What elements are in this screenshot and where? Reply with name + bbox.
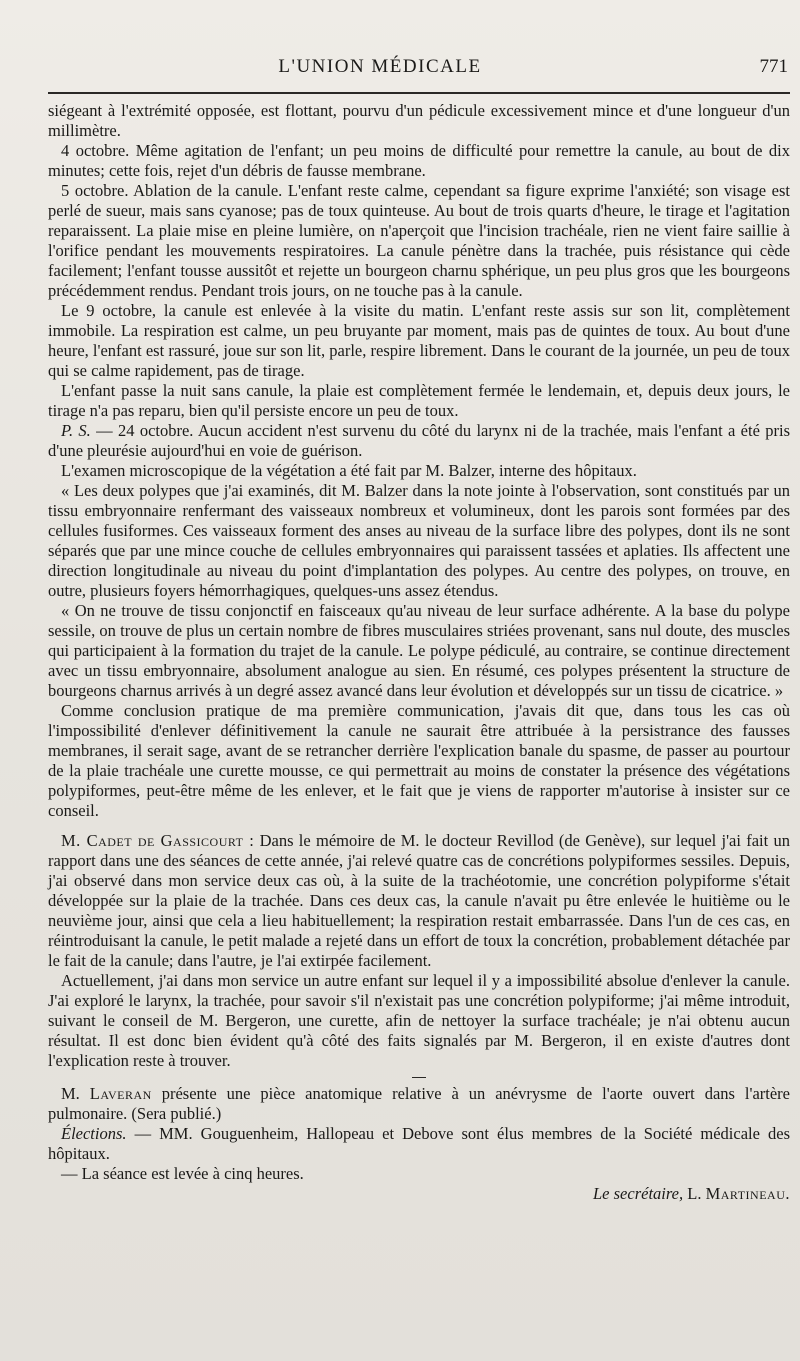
paragraph: 4 octobre. Même agitation de l'enfant; un peu moins de difficulté pour remettre la canule, au bout de dix minutes; cette fois, rejet d'un débris de fausse membrane. (48, 141, 790, 180)
paragraph: Le 9 octobre, la canule est enlevée à la visite du matin. L'enfant reste assis sur son lit, complètement immobile. La respiration est calme, un peu bruyante par moment, mais pas de quintes de toux. Au bout d'une heure, l'enfant est rassuré, joue sur son lit, parle, respire librement. Dans le courant de la journée, un peu de toux qui se calme rapidement, pas de tirage. (48, 301, 790, 380)
speaker-name: M. Cadet de Gassicourt : (61, 831, 255, 850)
page-number: 771 (759, 56, 788, 77)
paragraph (48, 831, 790, 971)
paragraph (48, 1124, 790, 1164)
paragraph: 5 octobre. Ablation de la canule. L'enfant reste calme, cependant sa figure exprime l'anxiété; son visage est perlé de sueur, mais sans cyanose; pas de toux quinteuse. Au bout de trois quarts d'heure, le tirage et l'agitation reparaissent. La plaie mise en pleine lumière, on n'aperçoit que l'incision trachéale, rien ne vient faire saillie à l'orifice pendant les mouvements respiratoires. La canule pénètre dans la trachée, puis résistance qui cède facilement; l'enfant tousse aussitôt et rejette un bourgeon charnu sphérique, un peu plus gros que les bourgeons précédemment rendus. Pendant trois jours, on ne touche pas à la canule. (48, 181, 790, 300)
signature (48, 1184, 790, 1204)
signature-role: Le secrétaire, (593, 1184, 684, 1203)
elections-text: — MM. Gouguenheim, Hallopeau et Debove sont élus membres de la Société médicale des hôpitaux. (48, 1124, 790, 1163)
text-body (48, 101, 790, 1204)
paragraph: Comme conclusion pratique de ma première communication, j'avais dit que, dans tous les cas où l'impossibilité d'enlever définitivement la canule ne saurait être attribuée à la persistrance des fausses membranes, il serait sage, avant de se retrancher derrière l'explication banale du spasme, de passer au pourtour de la plaie trachéale une curette mousse, ce qui permettrait au moins de constater la présence des végétations polypiformes, peut-être même de les enlever, et le fait que je viens de rapporter m'autorise à insister sur ce conseil. (48, 701, 790, 820)
header-rule (48, 92, 790, 94)
speaker-name: Laveran (89, 1084, 152, 1103)
running-title: L'UNION MÉDICALE (278, 56, 482, 77)
spacer (48, 821, 790, 831)
signature-initial: L. (683, 1184, 706, 1203)
speaker-text: Dans le mémoire de M. le docteur Revillod (de Genève), sur lequel j'ai fait un rapport dans une des séances de cette année, j'ai relevé quatre cas de concrétions polypiformes sessiles. Depuis, j'ai observé dans mon service deux cas où, à la suite de la trachéotomie, une concrétion polypiforme s'était développée sur la plaie de la trachée. Dans ces deux cas, la canule n'avait pu être enlevée le huitième ou le neuvième jour, ainsi que cela a lieu habituellement; la respiration restait embarrassée. Dans l'un de ces cas, en réintroduisant la canule, le petit malade a rejeté dans un effort de toux la concrétion, probablement détachée par le fait de la canule; dans l'autre, je l'ai extirpée facilement. (48, 831, 790, 970)
paragraph: L'enfant passe la nuit sans canule, la plaie est complètement fermée le lendemain, et, depuis deux jours, le tirage n'a pas reparu, bien qu'il persiste encore un peu de toux. (48, 381, 790, 420)
paragraph: Actuellement, j'ai dans mon service un autre enfant sur lequel il y a impossibilité absolue d'enlever la canule. J'ai exploré le larynx, la trachée, pour savoir s'il n'existait pas une concrétion polypiforme; j'ai même introduit, suivant le conseil de M. Bergeron, une curette, afin de nettoyer la surface trachéale; je n'ai obtenu aucun résultat. Il est donc bien évident qu'à côté des faits signalés par M. Bergeron, il en existe d'autres dont l'explication reste à trouver. (48, 971, 790, 1070)
paragraph: « On ne trouve de tissu conjonctif en faisceaux qu'au niveau de leur surface adhérente. A la base du polype sessile, on trouve de plus un certain nombre de fibres musculaires striées provenant, sans nul doute, des muscles qui participaient à la formation du trajet de la canule. Le polype pédiculé, au contraire, se continue directement avec un tissu embryonnaire, absolument analogue au sien. En résumé, ces polypes présentent la structure de bourgeons charnus arrivés à un degré assez avancé dans leur évolution et développés sur un tissu de cicatrice. » (48, 601, 790, 700)
paragraph (48, 421, 790, 461)
speaker-prefix: M. (61, 1084, 90, 1103)
section-separator (412, 1077, 426, 1078)
paragraph: L'examen microscopique de la végétation a été fait par M. Balzer, interne des hôpitaux. (61, 461, 637, 480)
speaker-text: présente une pièce anatomique relative à un anévrysme de l'aorte ouvert dans l'artère pulmonaire. (Sera publié.) (48, 1084, 790, 1123)
paragraph: « Les deux polypes que j'ai examinés, dit M. Balzer dans la note jointe à l'observation, sont constitués par un tissu embryonnaire renfermant des vaisseaux nombreux et volumineux, dont les parois sont formées par des cellules fusiformes. Ces vaisseaux forment des anses au niveau de la surface libre des polypes, dont ils ne sont séparés que par une mince couche de cellules embryonnaires qui paraissent tassées et aplaties. Ils affectent une direction longitudinale au niveau du point d'implantation des polypes. Au centre des polypes, on trouve, en outre, plusieurs foyers hémorrhagiques, quelques-uns assez étendus. (48, 481, 790, 600)
elections-label: Élections. (61, 1124, 127, 1143)
paragraph: siégeant à l'extrémité opposée, est flottant, pourvu d'un pédicule excessivement mince et d'une longueur d'un millimètre. (48, 101, 790, 140)
ps-text: — 24 octobre. Aucun accident n'est survenu du côté du larynx ni de la trachée, mais l'enfant a été pris d'une pleurésie aujourd'hui en voie de guérison. (48, 421, 790, 460)
signature-name: Martineau. (705, 1184, 790, 1203)
page-header (0, 54, 800, 84)
paragraph: — La séance est levée à cinq heures. (61, 1164, 304, 1183)
ps-label: P. S. (61, 421, 91, 440)
paragraph (48, 1084, 790, 1124)
